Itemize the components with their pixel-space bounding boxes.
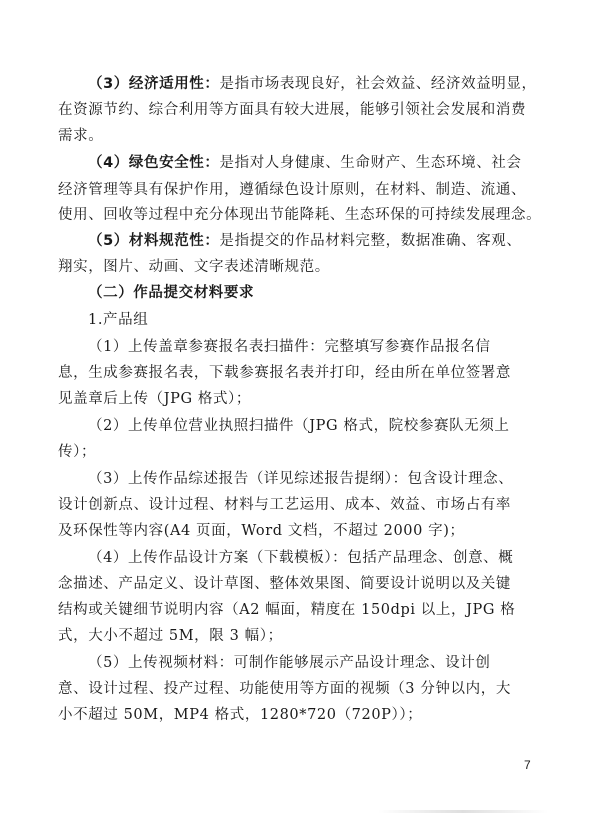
subsection-heading: 1.产品组 bbox=[88, 312, 149, 328]
item-5-line-3: 小不超过 50M，MP4 格式，1280*720（720P））； bbox=[58, 707, 423, 723]
criterion-economic-line-3: 需求。 bbox=[58, 128, 104, 144]
scan-artifact bbox=[378, 810, 548, 813]
criterion-material-lead: （5）材料规范性： bbox=[88, 233, 220, 249]
page-number: 7 bbox=[524, 758, 531, 772]
item-4-line-3: 结构或关键细节说明内容（A2 幅面，精度在 150dpi 以上，JPG 格 bbox=[58, 602, 516, 618]
criterion-material-text: 是指提交的作品材料完整，数据准确、客观、 bbox=[219, 233, 522, 249]
item-1-line-1: （1）上传盖章参赛报名表扫描件：完整填写参赛作品报名信 bbox=[88, 339, 491, 355]
criterion-economic-line-1 bbox=[88, 74, 540, 94]
item-4-line-4: 式，大小不超过 5M，限 3 幅）； bbox=[58, 628, 283, 644]
criterion-green-line-3: 使用、回收等过程中充分体现出节能降耗、生态环保的可持续发展理念。 bbox=[58, 207, 542, 223]
item-2-line-2: 传）； bbox=[58, 444, 97, 460]
item-2-line-1: （2）上传单位营业执照扫描件（JPG 格式，院校参赛队无须上 bbox=[88, 418, 510, 434]
criterion-material-line-1 bbox=[88, 231, 540, 251]
criterion-green-line-2: 经济管理等具有保护作用，遵循绿色设计原则，在材料、制造、流通、 bbox=[58, 182, 527, 198]
criterion-green-text: 是指对人身健康、生命财产、生态环境、社会 bbox=[219, 155, 522, 171]
item-5-line-1: （5）上传视频材料：可制作能够展示产品设计理念、设计创 bbox=[88, 655, 491, 671]
criterion-green-line-1 bbox=[88, 153, 540, 173]
item-4-line-2: 念描述、产品定义、设计草图、整体效果图、简要设计说明以及关键 bbox=[58, 576, 511, 592]
item-3-line-1: （3）上传作品综述报告（详见综述报告提纲）：包含设计理念、 bbox=[88, 471, 514, 487]
item-3-line-2: 设计创新点、设计过程、材料与工艺运用、成本、效益、市场占有率 bbox=[58, 497, 511, 513]
criterion-economic-line-2: 在资源节约、综合利用等方面具有较大进展，能够引领社会发展和消费 bbox=[58, 102, 527, 118]
item-3-line-3: 及环保性等内容(A4 页面，Word 文档，不超过 2000 字)； bbox=[58, 523, 465, 539]
criterion-economic-text: 是指市场表现良好，社会效益、经济效益明显， bbox=[219, 76, 537, 92]
criterion-material-line-2: 翔实，图片、动画、文字表述清晰规范。 bbox=[58, 259, 330, 275]
item-5-line-2: 意、设计过程、投产过程、功能使用等方面的视频（3 分钟以内，大 bbox=[58, 681, 511, 697]
item-1-line-2: 息，生成参赛报名表，下载参赛报名表并打印，经由所在单位签署意 bbox=[58, 365, 511, 381]
item-1-line-3: 见盖章后上传（JPG 格式）； bbox=[58, 391, 252, 407]
criterion-green-lead: （4）绿色安全性： bbox=[88, 155, 220, 171]
criterion-economic-lead: （3）经济适用性： bbox=[88, 76, 220, 92]
item-4-line-1: （4）上传作品设计方案（下载模板）：包括产品理念、创意、概 bbox=[88, 550, 514, 566]
section-heading: （二）作品提交材料要求 bbox=[88, 285, 255, 301]
